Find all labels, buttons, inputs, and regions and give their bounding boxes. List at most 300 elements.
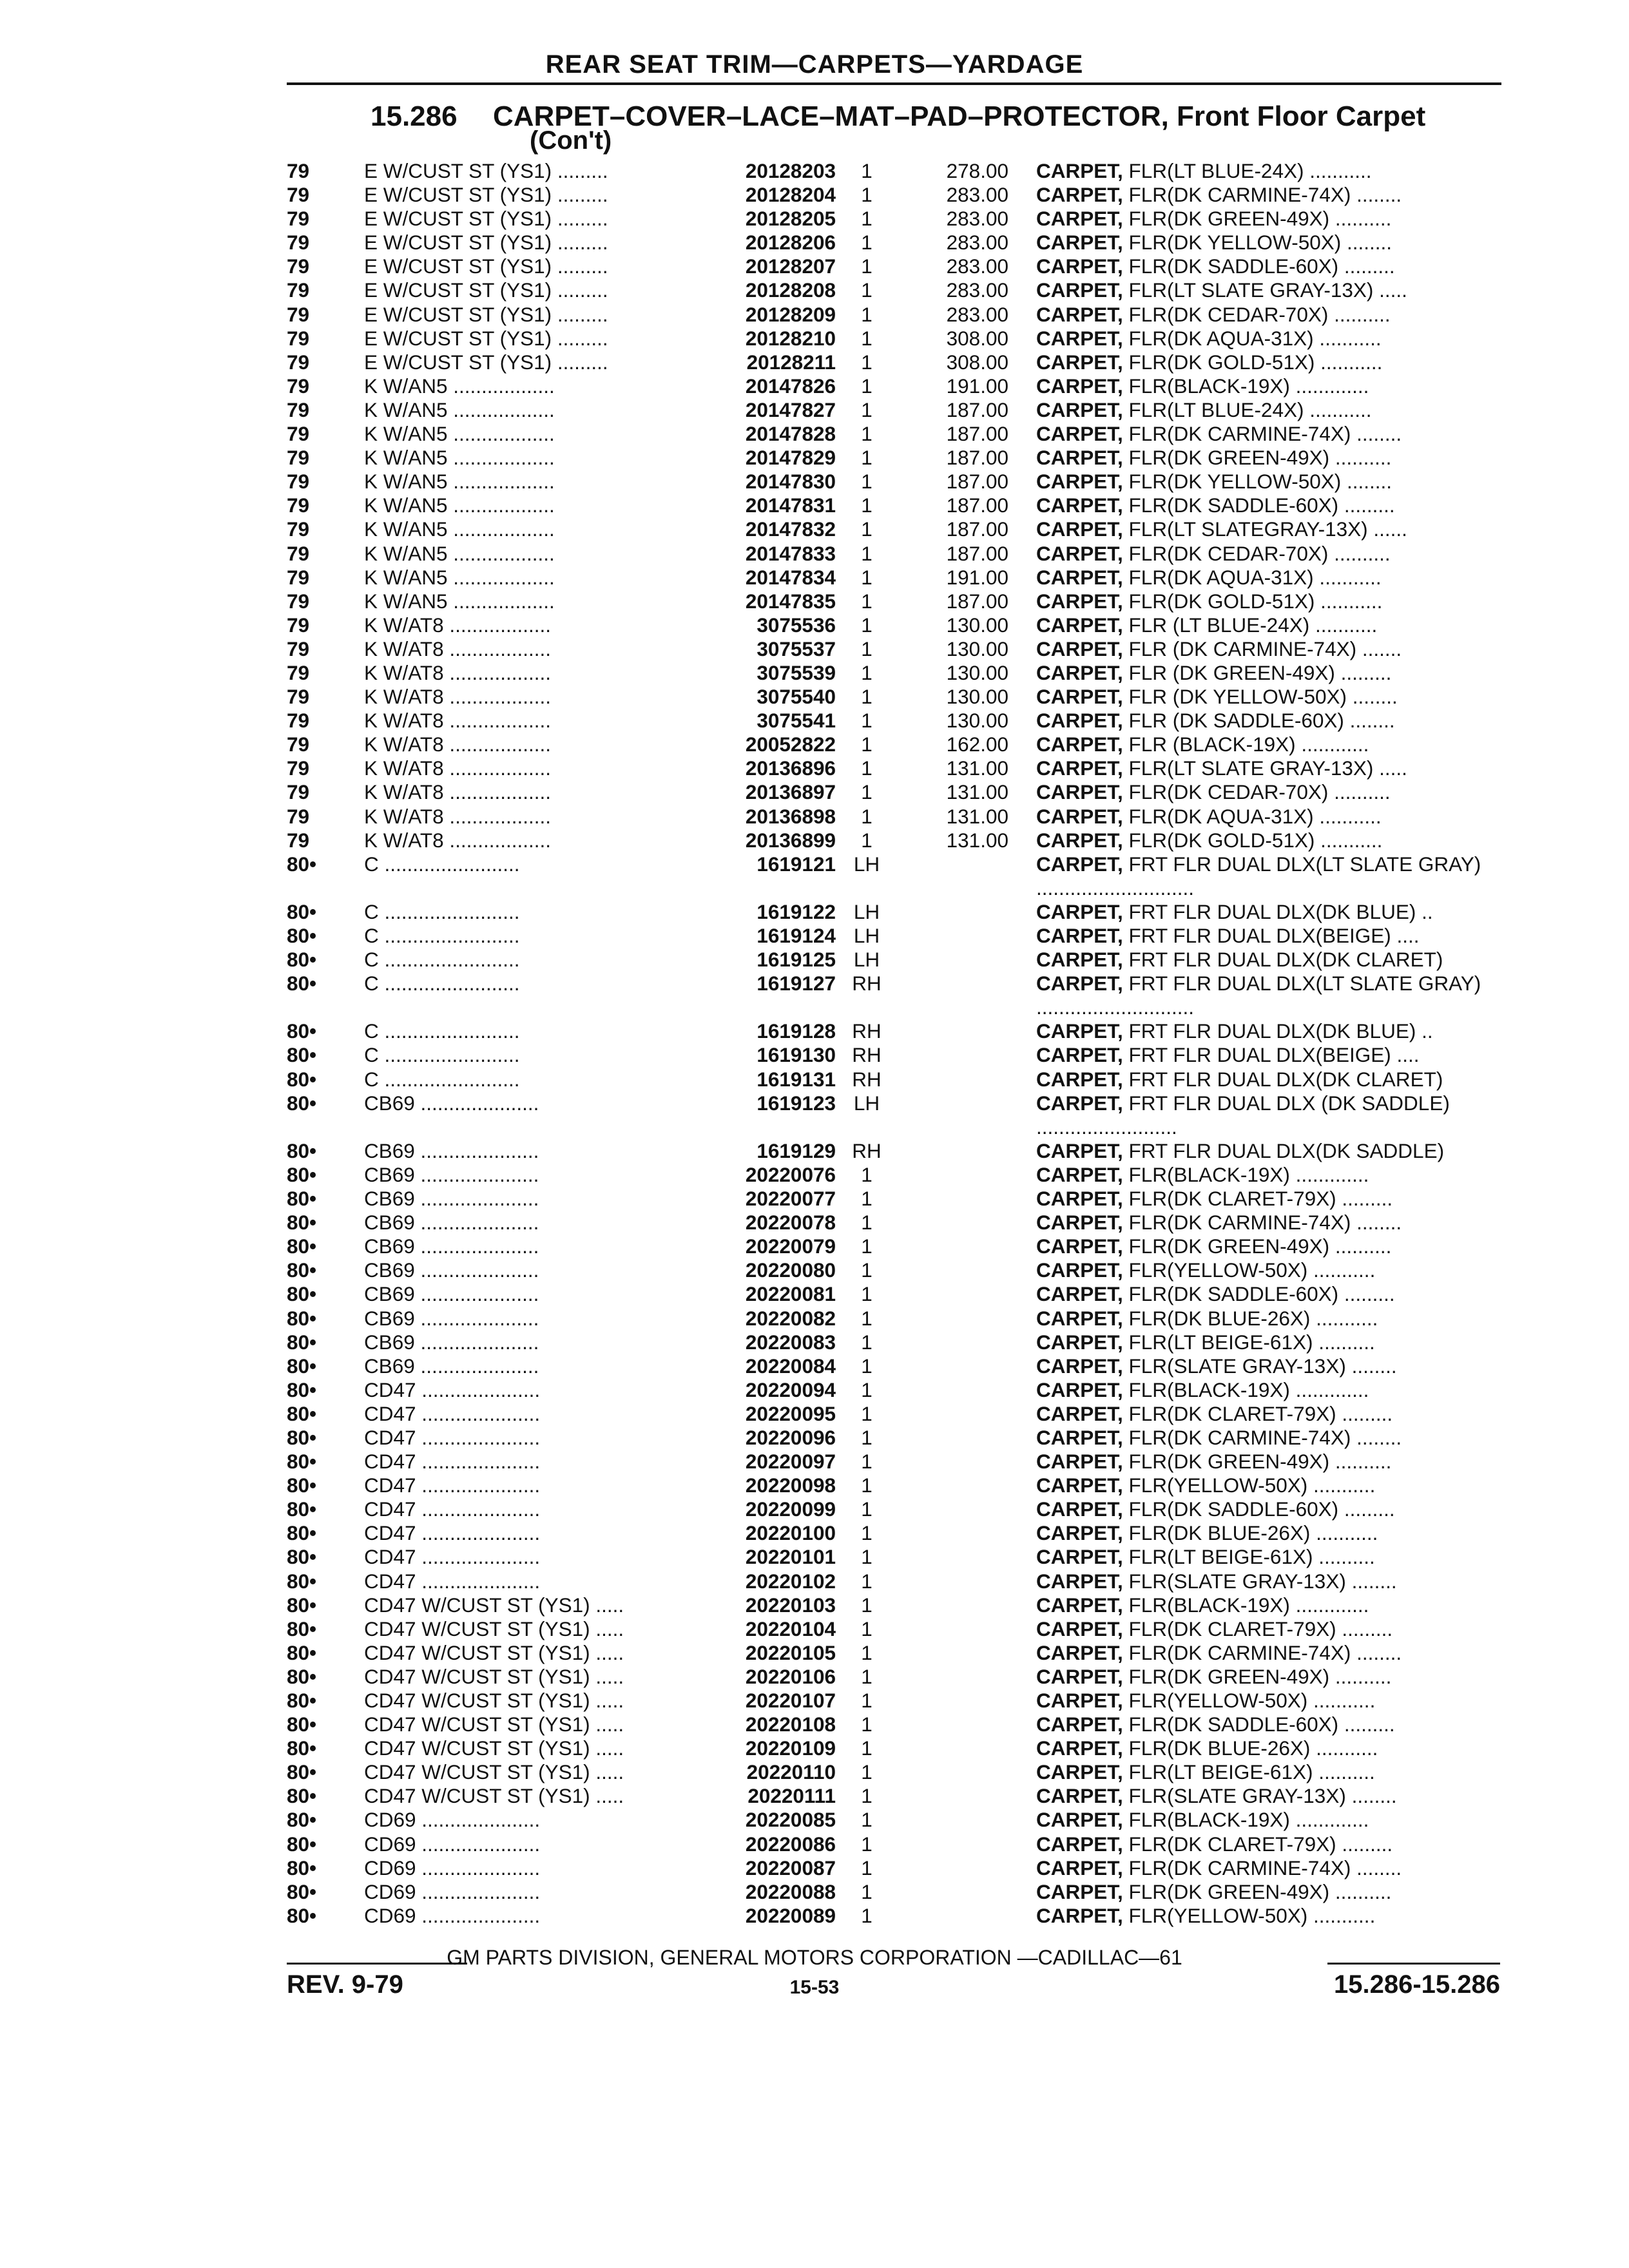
row-description: CD69 ..................... [364, 1903, 541, 1927]
row-part-name [1036, 1856, 1500, 1880]
row-part-name-lead: CARPET, [1036, 852, 1123, 876]
row-part-name-detail: FLR(DK SADDLE-60X) ......... [1128, 1282, 1395, 1306]
row-price: 187.00 [946, 422, 1008, 446]
row-part-number: 20052822 [745, 733, 836, 756]
row-part-name-detail: FLR(BLACK-19X) ............. [1128, 1162, 1369, 1186]
table-row [0, 972, 1629, 1019]
row-part-number: 20220105 [745, 1640, 836, 1664]
row-part-name [1036, 542, 1500, 566]
row-part-name-detail: FLR(YELLOW-50X) ........... [1128, 1258, 1376, 1282]
table-row [0, 1760, 1629, 1784]
row-quantity: 1 [861, 1211, 872, 1235]
row-part-number: 20220087 [745, 1856, 836, 1879]
row-description: CD69 ..................... [364, 1808, 541, 1832]
row-quantity: 1 [861, 1401, 872, 1425]
row-part-name-lead: CARPET, [1036, 1832, 1123, 1856]
row-part-name [1036, 1665, 1500, 1689]
row-part-name [1036, 637, 1500, 661]
row-description: E W/CUST ST (YS1) ......... [364, 159, 608, 182]
row-quantity: 1 [861, 589, 872, 613]
row-description: E W/CUST ST (YS1) ......... [364, 231, 608, 255]
row-part-name [1036, 398, 1500, 422]
row-part-number: 20147829 [745, 446, 836, 470]
row-key: 80• [287, 1330, 317, 1354]
row-part-name-detail: FLR(DK SADDLE-60X) ......... [1128, 494, 1395, 517]
row-part-name [1036, 207, 1500, 231]
row-part-number: 20147832 [745, 517, 836, 541]
table-row [0, 1331, 1629, 1354]
row-key: 80• [287, 1401, 317, 1425]
row-part-name-lead: CARPET, [1036, 1497, 1123, 1521]
row-part-name [1036, 1641, 1500, 1665]
row-description: K W/AN5 .................. [364, 446, 555, 470]
row-key: 79 [287, 613, 310, 637]
row-description: K W/AN5 .................. [364, 470, 555, 494]
row-part-name-lead: CARPET, [1036, 613, 1123, 637]
row-description: C ........................ [364, 1043, 520, 1067]
row-part-name-detail: FLR(DK BLUE-26X) ........... [1128, 1736, 1378, 1760]
row-part-number: 20220079 [745, 1235, 836, 1258]
row-part-name [1036, 1713, 1500, 1736]
table-row [0, 685, 1629, 709]
row-key: 80• [287, 1784, 317, 1808]
row-part-name-lead: CARPET, [1036, 1593, 1123, 1617]
row-quantity: LH [853, 924, 880, 947]
row-description: K W/AT8 .................. [364, 637, 551, 660]
row-part-name-detail: FLR(DK AQUA-31X) ........... [1128, 804, 1382, 828]
row-part-number: 20147830 [745, 470, 836, 494]
row-part-name-lead: CARPET, [1036, 207, 1123, 231]
row-key: 80• [287, 1425, 317, 1449]
row-part-number: 1619131 [757, 1067, 836, 1091]
row-part-name-detail: FLR(DK SADDLE-60X) ......... [1128, 1497, 1395, 1521]
row-quantity: 1 [861, 1713, 872, 1736]
row-key: 79 [287, 709, 310, 733]
table-row [0, 1187, 1629, 1211]
table-row [0, 900, 1629, 924]
row-part-number: 20220104 [745, 1617, 836, 1640]
row-part-name-lead: CARPET, [1036, 1689, 1123, 1712]
row-part-number: 1619123 [757, 1091, 836, 1115]
row-part-name-detail: FLR(DK CARMINE-74X) ........ [1128, 183, 1402, 207]
row-part-name-detail: FLR (DK GREEN-49X) ......... [1128, 660, 1392, 684]
row-part-number: 20136899 [745, 828, 836, 852]
row-part-number: 20128210 [745, 326, 836, 350]
row-part-name-lead: CARPET, [1036, 685, 1123, 709]
row-part-name-lead: CARPET, [1036, 1736, 1123, 1760]
row-quantity: 1 [861, 1879, 872, 1903]
row-quantity: RH [852, 1043, 882, 1067]
table-row [0, 351, 1629, 374]
row-part-name-detail: FLR(DK CLARET-79X) ......... [1128, 1617, 1393, 1640]
row-key: 80• [287, 1640, 317, 1664]
row-description: CD47 W/CUST ST (YS1) ..... [364, 1617, 624, 1640]
row-part-name-lead: CARPET, [1036, 470, 1123, 494]
row-part-name-lead: CARPET, [1036, 1258, 1123, 1282]
row-price: 283.00 [946, 278, 1008, 302]
table-row [0, 1402, 1629, 1426]
row-price: 187.00 [946, 494, 1008, 517]
row-quantity: 1 [861, 470, 872, 494]
row-key: 79 [287, 733, 310, 756]
row-part-name-detail: FRT FLR DUAL DLX(BEIGE) .... [1128, 924, 1420, 947]
row-price: 191.00 [946, 374, 1008, 398]
table-row [0, 829, 1629, 852]
row-quantity: LH [853, 899, 880, 923]
row-price: 130.00 [946, 660, 1008, 684]
row-description: CB69 ..................... [364, 1235, 539, 1258]
row-quantity: 1 [861, 1425, 872, 1449]
table-row [0, 1736, 1629, 1760]
row-key: 79 [287, 637, 310, 660]
row-quantity: 1 [861, 1187, 872, 1211]
row-part-name-lead: CARPET, [1036, 1306, 1123, 1330]
row-part-number: 1619125 [757, 948, 836, 972]
parts-table [0, 159, 1629, 1928]
row-part-name-lead: CARPET, [1036, 255, 1123, 278]
row-part-number: 1619127 [757, 972, 836, 995]
row-description: E W/CUST ST (YS1) ......... [364, 255, 608, 278]
row-quantity: 1 [861, 1474, 872, 1497]
row-part-number: 20220083 [745, 1330, 836, 1354]
row-part-name [1036, 1832, 1500, 1856]
row-part-name-lead: CARPET, [1036, 183, 1123, 207]
row-key: 79 [287, 207, 310, 231]
row-part-name-lead: CARPET, [1036, 1043, 1123, 1067]
row-part-name-lead: CARPET, [1036, 374, 1123, 398]
row-quantity: 1 [861, 494, 872, 517]
table-row [0, 1282, 1629, 1306]
row-quantity: 1 [861, 1450, 872, 1474]
row-part-name [1036, 494, 1500, 517]
table-row [0, 1497, 1629, 1521]
row-key: 79 [287, 374, 310, 398]
section-title: CARPET–COVER–LACE–MAT–PAD–PROTECTOR, Front Floor Carpet [493, 101, 1426, 132]
row-part-name-lead: CARPET, [1036, 1856, 1123, 1879]
row-price: 278.00 [946, 159, 1008, 182]
row-part-name [1036, 852, 1500, 900]
row-part-number: 20147826 [745, 374, 836, 398]
row-part-name [1036, 1019, 1500, 1043]
row-key: 80• [287, 1091, 317, 1115]
row-description: E W/CUST ST (YS1) ......... [364, 183, 608, 207]
table-row [0, 374, 1629, 398]
row-part-name [1036, 1354, 1500, 1378]
row-key: 80• [287, 1162, 317, 1186]
row-price: 130.00 [946, 613, 1008, 637]
row-price: 162.00 [946, 733, 1008, 756]
row-part-name-lead: CARPET, [1036, 1282, 1123, 1306]
row-key: 79 [287, 255, 310, 278]
row-part-name-lead: CARPET, [1036, 1545, 1123, 1569]
row-part-name [1036, 1307, 1500, 1331]
row-key: 80• [287, 1760, 317, 1784]
row-part-name-detail: FLR(YELLOW-50X) ........... [1128, 1474, 1376, 1497]
row-key: 79 [287, 660, 310, 684]
table-row [0, 207, 1629, 231]
row-part-number: 20220095 [745, 1401, 836, 1425]
row-description: CD47 W/CUST ST (YS1) ..... [364, 1760, 624, 1784]
row-part-name-detail: FLR(LT SLATE GRAY-13X) ..... [1128, 278, 1407, 302]
row-part-number: 20136896 [745, 756, 836, 780]
row-part-number: 20128206 [745, 231, 836, 255]
row-part-name [1036, 159, 1500, 183]
row-part-name-detail: FLR(DK AQUA-31X) ........... [1128, 565, 1382, 589]
row-part-number: 20220076 [745, 1162, 836, 1186]
row-quantity: 1 [861, 1497, 872, 1521]
table-row [0, 303, 1629, 327]
table-row [0, 1665, 1629, 1689]
row-part-name-detail: FLR(SLATE GRAY-13X) ........ [1128, 1569, 1397, 1593]
row-key: 79 [287, 326, 310, 350]
row-description: CB69 ..................... [364, 1330, 539, 1354]
row-part-number: 20128209 [745, 302, 836, 326]
table-row [0, 1211, 1629, 1235]
table-row [0, 1593, 1629, 1617]
row-part-name-detail: FLR(SLATE GRAY-13X) ........ [1128, 1354, 1397, 1378]
row-part-name-detail: FLR(DK GREEN-49X) .......... [1128, 1235, 1392, 1258]
row-key: 80• [287, 1617, 317, 1640]
row-part-name-lead: CARPET, [1036, 899, 1123, 923]
row-part-name [1036, 733, 1500, 756]
row-quantity: 1 [861, 1545, 872, 1569]
row-key: 79 [287, 159, 310, 182]
row-key: 80• [287, 1856, 317, 1879]
row-key: 80• [287, 1211, 317, 1235]
row-part-number: 20128204 [745, 183, 836, 207]
row-part-number: 20147828 [745, 422, 836, 446]
row-description: K W/AN5 .................. [364, 541, 555, 565]
row-part-name-detail: FLR(DK SADDLE-60X) ......... [1128, 1713, 1395, 1736]
row-description: C ........................ [364, 948, 520, 972]
row-part-number: 3075536 [757, 613, 836, 637]
row-part-name-lead: CARPET, [1036, 660, 1123, 684]
row-part-name-detail: FRT FLR DUAL DLX(LT SLATE GRAY) ............................ [1036, 972, 1481, 1019]
table-row [0, 1904, 1629, 1928]
row-quantity: 1 [861, 1736, 872, 1760]
row-quantity: 1 [861, 207, 872, 231]
row-part-name [1036, 1235, 1500, 1258]
row-description: CD47 W/CUST ST (YS1) ..... [364, 1784, 624, 1808]
row-part-name-detail: FLR(DK BLUE-26X) ........... [1128, 1521, 1378, 1545]
row-quantity: 1 [861, 1640, 872, 1664]
row-part-name [1036, 1426, 1500, 1450]
row-part-number: 1619130 [757, 1043, 836, 1067]
row-quantity: RH [852, 1019, 882, 1043]
row-part-number: 20220094 [745, 1378, 836, 1401]
row-part-name [1036, 948, 1500, 972]
row-part-name-lead: CARPET, [1036, 1808, 1123, 1832]
row-part-name [1036, 1139, 1500, 1163]
row-quantity: 1 [861, 446, 872, 470]
row-key: 80• [287, 1354, 317, 1378]
row-description: CD69 ..................... [364, 1879, 541, 1903]
row-key: 79 [287, 517, 310, 541]
row-part-name-lead: CARPET, [1036, 1091, 1123, 1115]
row-part-name-lead: CARPET, [1036, 1211, 1123, 1235]
row-quantity: 1 [861, 1258, 872, 1282]
row-quantity: 1 [861, 302, 872, 326]
row-key: 80• [287, 1664, 317, 1688]
row-part-name-lead: CARPET, [1036, 1617, 1123, 1640]
row-part-name-detail: FLR(DK CLARET-79X) ......... [1128, 1187, 1393, 1211]
row-part-number: 20220100 [745, 1521, 836, 1545]
row-quantity: 1 [861, 828, 872, 852]
row-part-name-detail: FLR(LT BLUE-24X) ........... [1128, 398, 1372, 421]
row-description: CB69 ..................... [364, 1139, 539, 1162]
row-part-name [1036, 900, 1500, 924]
row-part-number: 1619121 [757, 852, 836, 876]
row-part-name [1036, 972, 1500, 1019]
row-price: 131.00 [946, 828, 1008, 852]
row-description: CD47 ..................... [364, 1401, 541, 1425]
row-part-number: 1619128 [757, 1019, 836, 1043]
row-key: 80• [287, 1545, 317, 1569]
row-quantity: 1 [861, 780, 872, 804]
row-quantity: 1 [861, 1832, 872, 1856]
row-description: CD47 ..................... [364, 1521, 541, 1545]
row-part-number: 20220086 [745, 1832, 836, 1856]
row-part-name [1036, 1211, 1500, 1235]
row-description: CB69 ..................... [364, 1282, 539, 1306]
row-description: CB69 ..................... [364, 1211, 539, 1235]
row-part-number: 20220081 [745, 1282, 836, 1306]
row-price: 131.00 [946, 804, 1008, 828]
row-part-name-detail: FLR(DK GREEN-49X) .......... [1128, 207, 1392, 231]
row-key: 80• [287, 1282, 317, 1306]
table-row [0, 183, 1629, 207]
row-part-number: 20220089 [745, 1903, 836, 1927]
table-row [0, 159, 1629, 183]
row-key: 79 [287, 446, 310, 470]
row-key: 80• [287, 1474, 317, 1497]
row-part-number: 20220085 [745, 1808, 836, 1832]
row-key: 79 [287, 231, 310, 255]
row-price: 308.00 [946, 326, 1008, 350]
header-rule [287, 82, 1501, 85]
row-part-name-detail: FLR(YELLOW-50X) ........... [1128, 1903, 1376, 1927]
row-part-name-lead: CARPET, [1036, 278, 1123, 302]
row-price: 130.00 [946, 709, 1008, 733]
row-key: 79 [287, 302, 310, 326]
row-price: 130.00 [946, 637, 1008, 660]
row-part-name-lead: CARPET, [1036, 1713, 1123, 1736]
row-description: C ........................ [364, 1067, 520, 1091]
row-part-name-lead: CARPET, [1036, 1019, 1123, 1043]
row-description: CD47 ..................... [364, 1378, 541, 1401]
table-row [0, 852, 1629, 900]
row-part-name [1036, 446, 1500, 470]
row-part-name [1036, 1593, 1500, 1617]
row-description: CD47 W/CUST ST (YS1) ..... [364, 1689, 624, 1712]
row-part-name-lead: CARPET, [1036, 302, 1123, 326]
row-description: K W/AT8 .................. [364, 660, 551, 684]
row-key: 80• [287, 852, 317, 876]
row-key: 80• [287, 899, 317, 923]
table-row [0, 733, 1629, 756]
table-row [0, 517, 1629, 541]
row-key: 79 [287, 350, 310, 374]
row-key: 80• [287, 924, 317, 947]
row-part-name-lead: CARPET, [1036, 1330, 1123, 1354]
table-row [0, 1354, 1629, 1378]
row-description: K W/AN5 .................. [364, 565, 555, 589]
row-part-number: 20220107 [745, 1689, 836, 1712]
table-row [0, 1163, 1629, 1187]
row-description: K W/AN5 .................. [364, 422, 555, 446]
table-row [0, 805, 1629, 829]
row-part-name-lead: CARPET, [1036, 446, 1123, 470]
row-part-name-detail: FLR(LT BEIGE-61X) .......... [1128, 1330, 1375, 1354]
table-row [0, 1139, 1629, 1163]
row-key: 80• [287, 1139, 317, 1162]
row-part-name [1036, 1521, 1500, 1545]
row-part-name-detail: FLR(DK CARMINE-74X) ........ [1128, 1211, 1402, 1235]
row-description: E W/CUST ST (YS1) ......... [364, 207, 608, 231]
table-row [0, 1450, 1629, 1474]
table-row [0, 255, 1629, 278]
row-description: CB69 ..................... [364, 1306, 539, 1330]
table-row [0, 1091, 1629, 1139]
footer-revision: REV. 9-79 [287, 1970, 403, 1999]
row-key: 80• [287, 1378, 317, 1401]
table-row [0, 1307, 1629, 1331]
row-part-name-lead: CARPET, [1036, 541, 1123, 565]
row-quantity: 1 [861, 1903, 872, 1927]
row-description: CD47 ..................... [364, 1569, 541, 1593]
row-part-name [1036, 1378, 1500, 1402]
row-quantity: 1 [861, 517, 872, 541]
row-part-number: 20147833 [745, 541, 836, 565]
row-part-name [1036, 374, 1500, 398]
row-part-name-lead: CARPET, [1036, 1664, 1123, 1688]
row-part-name [1036, 661, 1500, 685]
row-quantity: 1 [861, 374, 872, 398]
row-part-name-detail: FLR(DK CLARET-79X) ......... [1128, 1832, 1393, 1856]
row-price: 131.00 [946, 756, 1008, 780]
row-part-number: 1619129 [757, 1139, 836, 1162]
row-description: CB69 ..................... [364, 1162, 539, 1186]
row-part-number: 20147831 [745, 494, 836, 517]
row-price: 191.00 [946, 565, 1008, 589]
row-part-name-detail: FLR(DK GOLD-51X) ........... [1128, 589, 1383, 613]
row-part-name-detail: FRT FLR DUAL DLX(BEIGE) .... [1128, 1043, 1420, 1067]
row-part-name-detail: FRT FLR DUAL DLX(DK BLUE) .. [1128, 1019, 1433, 1043]
row-part-name-lead: CARPET, [1036, 1235, 1123, 1258]
table-row [0, 1689, 1629, 1713]
row-quantity: 1 [861, 231, 872, 255]
table-row [0, 231, 1629, 255]
row-price: 131.00 [946, 780, 1008, 804]
row-part-name-detail: FLR(DK CARMINE-74X) ........ [1128, 422, 1402, 446]
row-key: 79 [287, 470, 310, 494]
row-description: E W/CUST ST (YS1) ......... [364, 350, 608, 374]
row-part-name [1036, 1258, 1500, 1282]
row-price: 283.00 [946, 302, 1008, 326]
row-part-name [1036, 327, 1500, 351]
row-part-number: 20136897 [745, 780, 836, 804]
row-part-name-lead: CARPET, [1036, 924, 1123, 947]
row-part-number: 20128207 [745, 255, 836, 278]
row-part-number: 20220106 [745, 1664, 836, 1688]
table-row [0, 1378, 1629, 1402]
table-row [0, 924, 1629, 948]
row-quantity: 1 [861, 637, 872, 660]
row-key: 79 [287, 541, 310, 565]
row-price: 187.00 [946, 470, 1008, 494]
row-description: CD47 ..................... [364, 1425, 541, 1449]
row-part-name-lead: CARPET, [1036, 159, 1123, 182]
